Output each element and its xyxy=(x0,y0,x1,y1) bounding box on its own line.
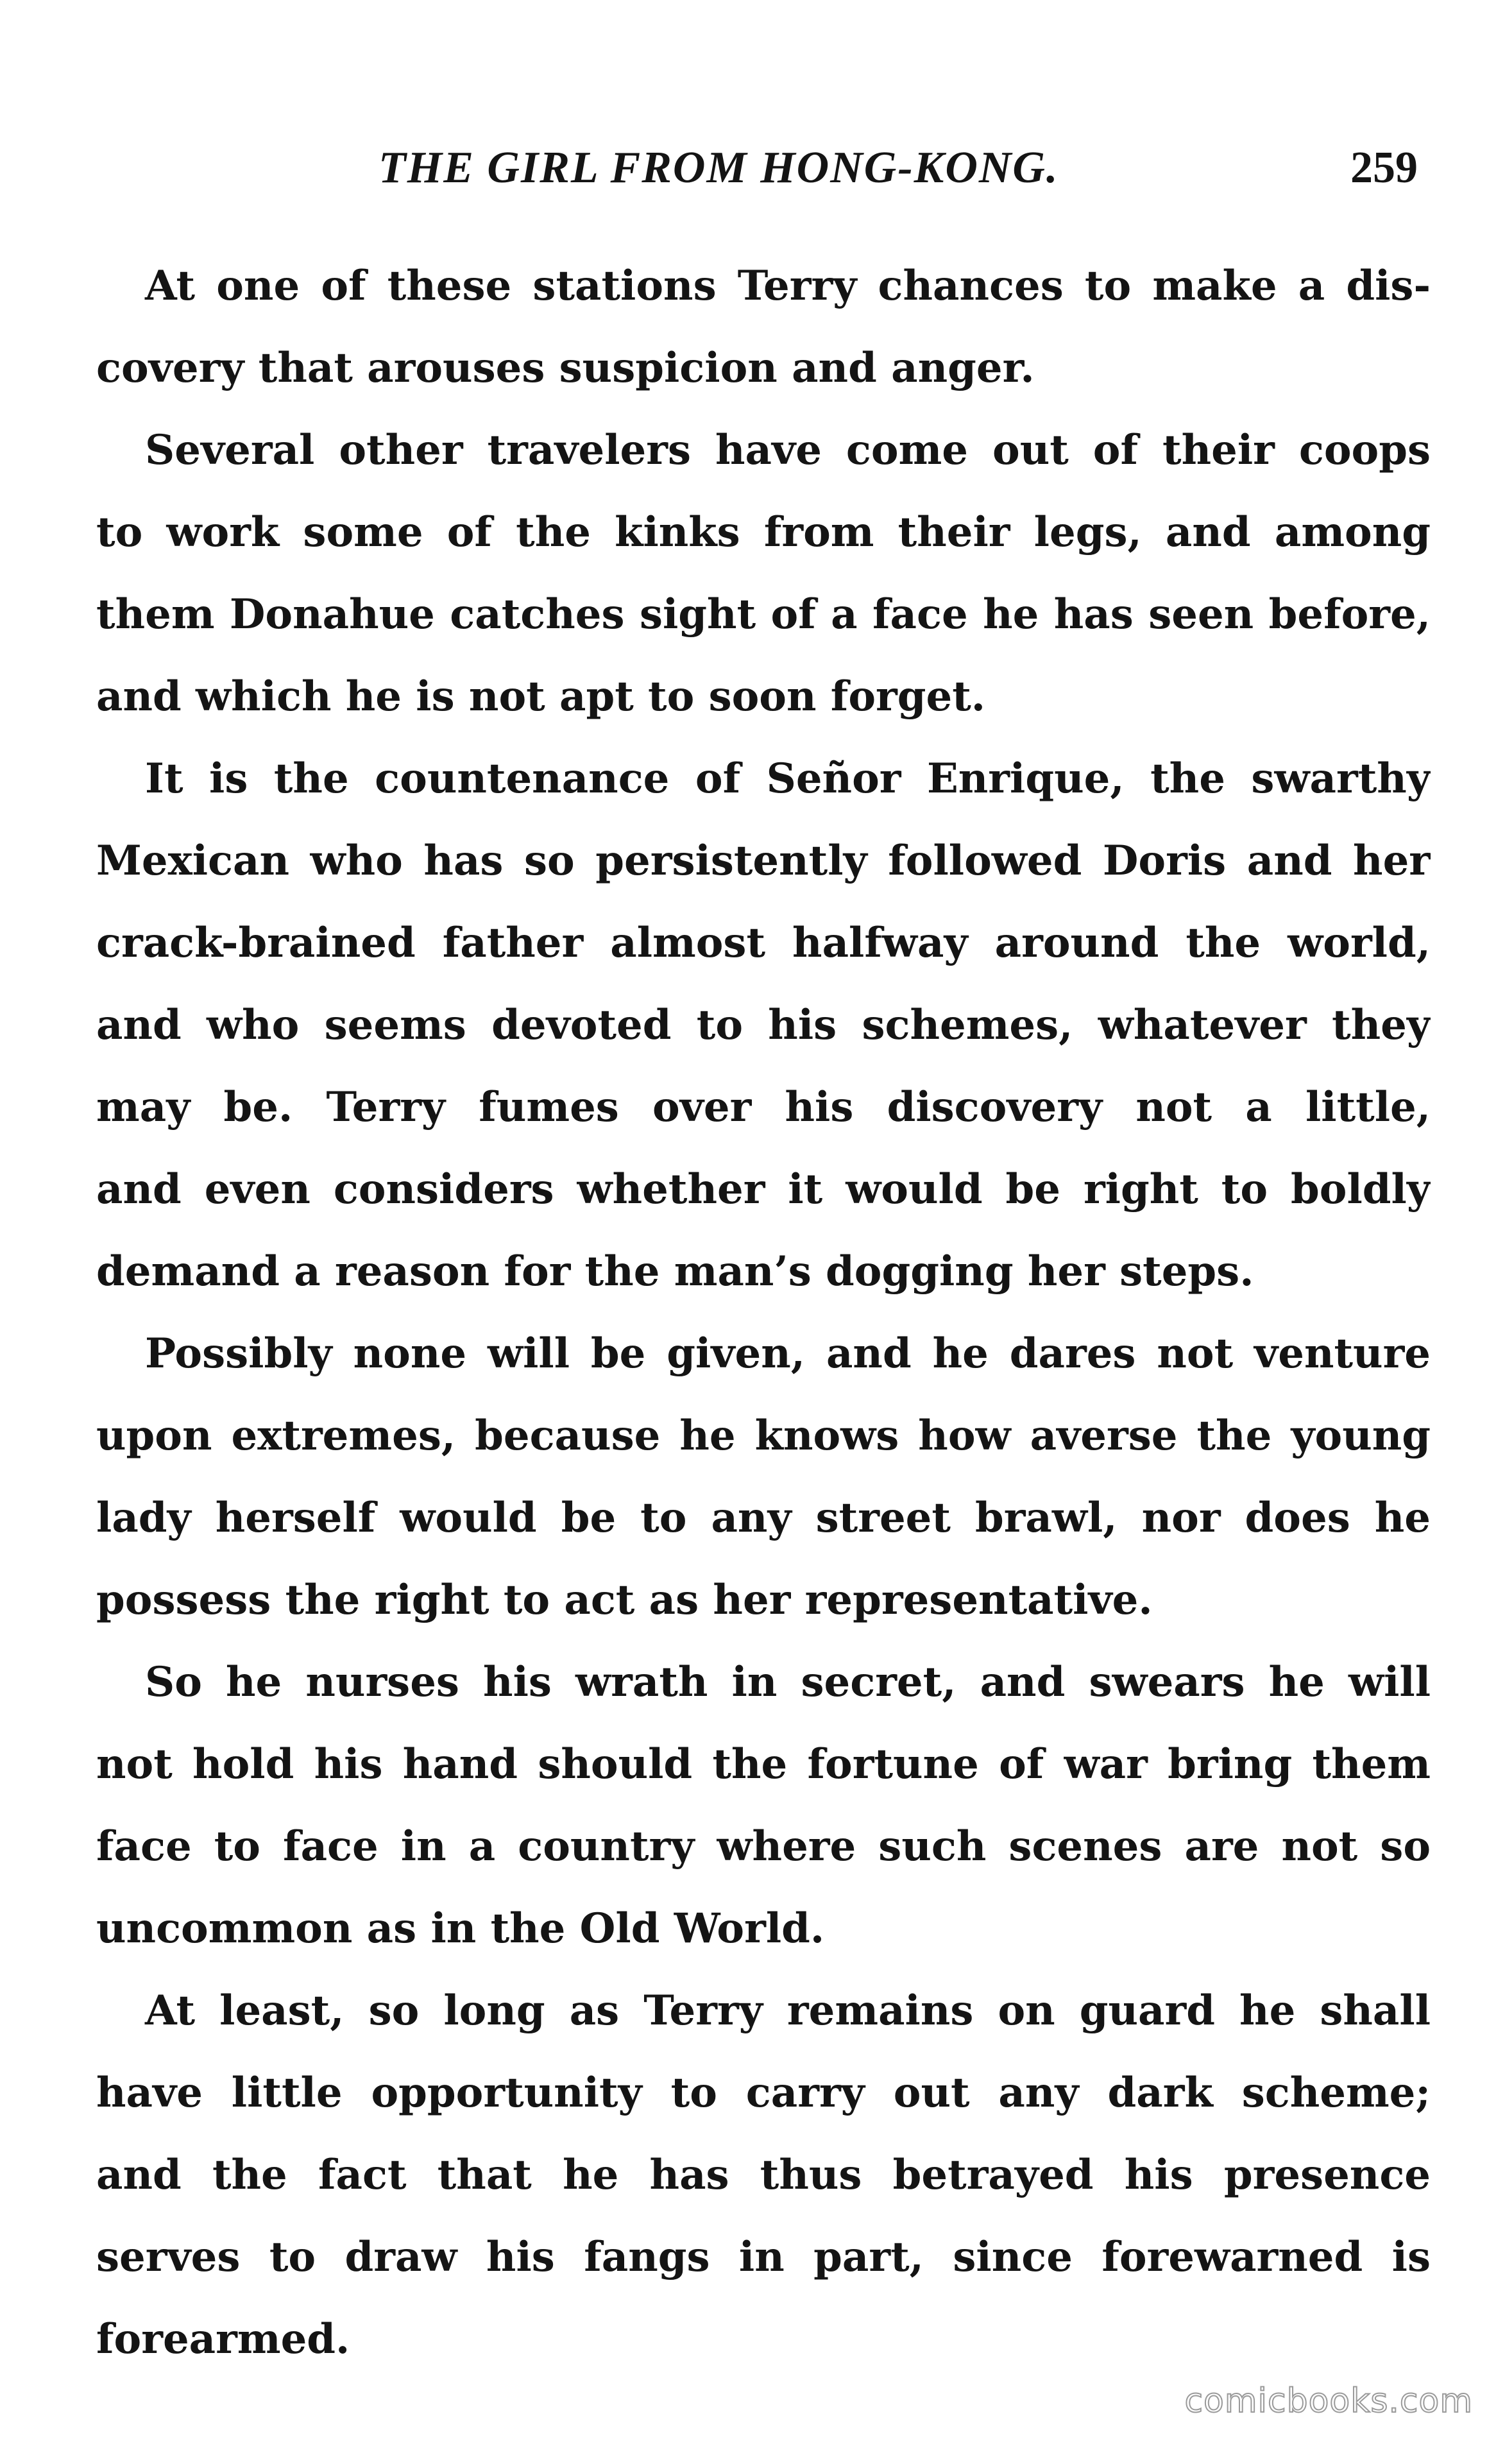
text-line: Mexican who has so persistently followed Doris and her xyxy=(96,837,1431,885)
paragraph-3 xyxy=(96,738,1431,1313)
paragraph-2 xyxy=(96,409,1431,738)
body-text xyxy=(96,245,1431,2381)
text-line: possess the right to act as her representative. xyxy=(96,1576,1153,1624)
paragraph-6 xyxy=(96,1970,1431,2381)
text-line: At one of these stations Terry chances to make a dis- xyxy=(145,262,1431,310)
text-line: Several other travelers have come out of their coops xyxy=(145,426,1431,474)
text-line: It is the countenance of Señor Enrique, the swarthy xyxy=(145,755,1431,803)
paragraph-4 xyxy=(96,1313,1431,1641)
text-line: may be. Terry fumes over his discovery not a little, xyxy=(96,1083,1431,1131)
text-line: lady herself would be to any street brawl, nor does he xyxy=(96,1494,1431,1542)
text-line: serves to draw his fangs in part, since forewarned is xyxy=(96,2233,1431,2281)
text-line: them Donahue catches sight of a face he has seen before, xyxy=(96,590,1431,638)
text-line: Possibly none will be given, and he dares not venture xyxy=(145,1330,1431,1378)
text-line: At least, so long as Terry remains on guard he shall xyxy=(145,1987,1431,2035)
paragraph-1 xyxy=(96,245,1431,409)
text-line: uncommon as in the Old World. xyxy=(96,1904,825,1953)
running-head xyxy=(96,142,1431,200)
text-line: demand a reason for the man’s dogging her steps. xyxy=(96,1247,1254,1296)
text-line: face to face in a country where such scenes are not so xyxy=(96,1822,1431,1870)
text-line: covery that arouses suspicion and anger. xyxy=(96,344,1035,392)
paragraph-5 xyxy=(96,1641,1431,1970)
page-number: 259 xyxy=(1350,143,1418,193)
text-line: upon extremes, because he knows how averse the young xyxy=(96,1412,1431,1460)
text-line: not hold his hand should the fortune of war bring them xyxy=(96,1740,1431,1788)
text-line: crack-brained father almost halfway around the world, xyxy=(96,919,1431,967)
text-line: to work some of the kinks from their legs, and among xyxy=(96,508,1431,556)
text-line: have little opportunity to carry out any dark scheme; xyxy=(96,2069,1431,2117)
text-line: and the fact that he has thus betrayed his presence xyxy=(96,2151,1431,2199)
watermark: comicbooks.com xyxy=(1184,2382,1473,2420)
text-line: and which he is not apt to soon forget. xyxy=(96,672,986,721)
text-line: forearmed. xyxy=(96,2315,350,2363)
text-line: and even considers whether it would be right to boldly xyxy=(96,1165,1431,1213)
running-title: THE GIRL FROM HONG-KONG. xyxy=(378,143,1059,193)
text-line: So he nurses his wrath in secret, and swears he will xyxy=(145,1658,1431,1706)
text-line: and who seems devoted to his schemes, whatever they xyxy=(96,1001,1431,1049)
